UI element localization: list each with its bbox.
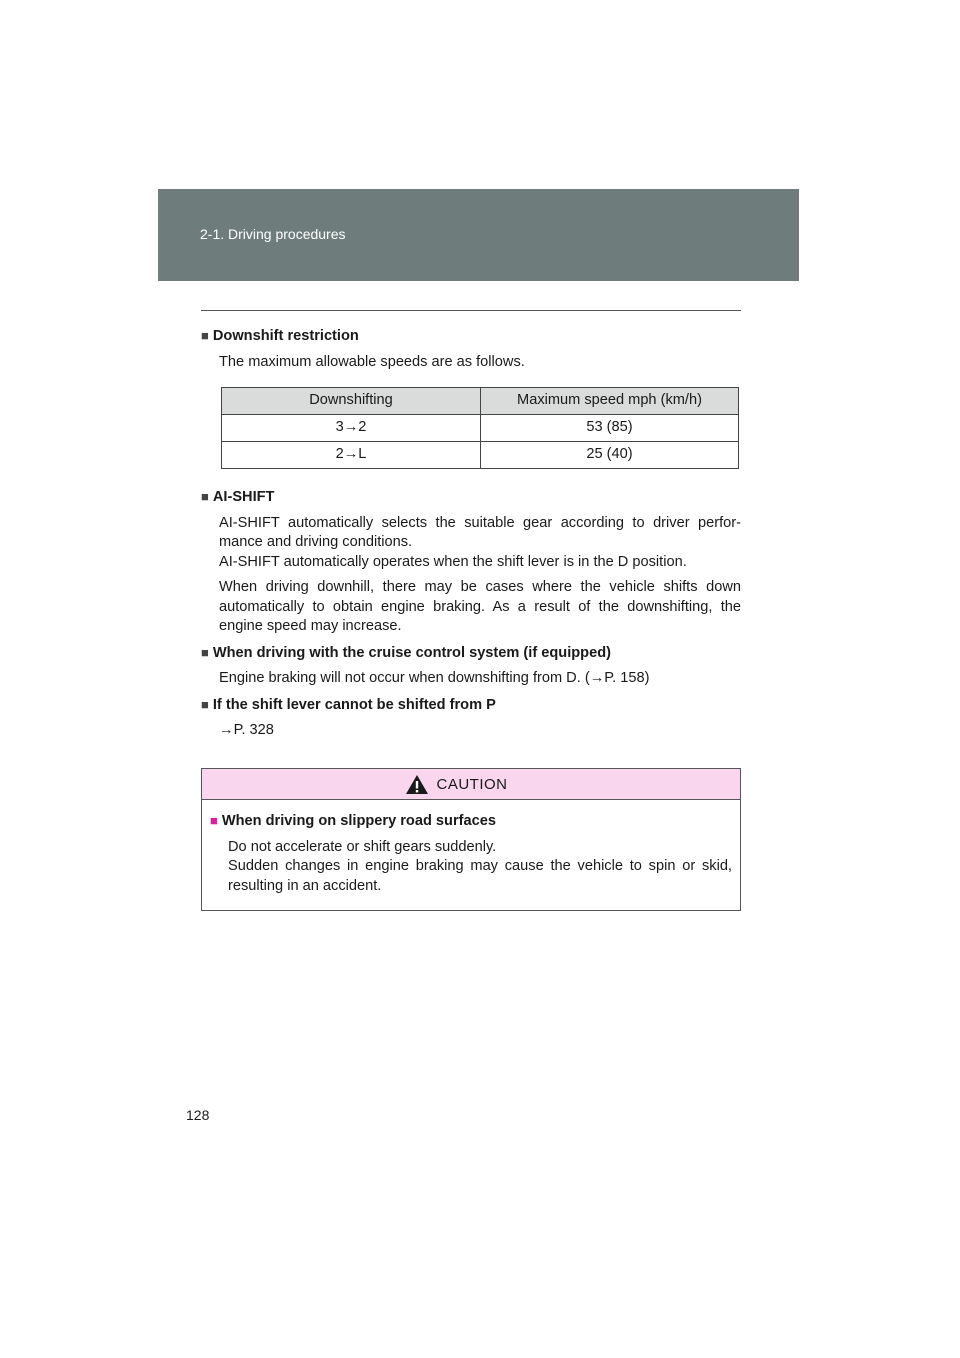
table-cell: 2→L — [222, 442, 481, 469]
chapter-header — [158, 189, 799, 281]
caution-header — [202, 769, 740, 800]
square-bullet-icon: ■ — [201, 489, 209, 504]
square-bullet-icon: ■ — [201, 644, 209, 660]
warning-triangle-icon — [405, 774, 429, 795]
table-header-cell: Downshifting — [222, 388, 481, 415]
caution-label: CAUTION — [436, 775, 508, 793]
page-number: 128 — [186, 1107, 210, 1123]
section-shift-p — [201, 695, 741, 741]
section-cruise — [201, 643, 741, 689]
section-aishift — [201, 487, 741, 637]
section-downshift — [201, 326, 741, 469]
section-title: ■ AI-SHIFT — [201, 489, 275, 505]
table-row — [222, 442, 739, 469]
downshift-table — [221, 387, 739, 469]
section-text: When driving downhill, there may be cases where the vehicle shifts down automatically to obtain engine braking. As a result of the downshifting, the engine speed may increase. — [219, 579, 741, 634]
table-cell: 53 (85) — [481, 415, 739, 442]
square-bullet-icon: ■ — [201, 328, 209, 343]
square-bullet-icon: ■ — [210, 813, 218, 828]
caution-title: ■ When driving on slippery road surfaces — [210, 813, 496, 829]
caution-body — [202, 800, 740, 896]
square-bullet-icon: ■ — [201, 696, 209, 712]
section-title: ■ If the shift lever cannot be shifted from P — [201, 696, 496, 713]
table-row — [222, 415, 739, 442]
table-cell: 25 (40) — [481, 442, 739, 469]
section-text: The maximum allowable speeds are as follows. — [219, 353, 525, 370]
top-divider — [201, 310, 741, 311]
caution-text: Do not accelerate or shift gears suddenly. Sudden changes in engine braking may cause the vehicle to spin or skid, resulting in an accident. — [228, 838, 732, 894]
table-header-row — [222, 388, 739, 415]
section-title: ■ When driving with the cruise control system (if equipped) — [201, 644, 611, 661]
main-content — [201, 326, 741, 747]
page-reference: →P. 328 — [219, 722, 274, 738]
table-cell: 3→2 — [222, 415, 481, 442]
section-title: ■ Downshift restriction — [201, 328, 359, 344]
caution-box — [201, 768, 741, 911]
section-text: Engine braking will not occur when downshifting from D. (→P. 158) — [219, 670, 650, 686]
chapter-title: 2-1. Driving procedures — [200, 226, 346, 242]
section-text: AI-SHIFT automatically selects the suitable gear according to driver perfor- mance and driving conditions. AI-SHIFT automatically operates when the shift lever is in the D position. — [219, 514, 741, 570]
table-header-cell: Maximum speed mph (km/h) — [481, 388, 739, 415]
